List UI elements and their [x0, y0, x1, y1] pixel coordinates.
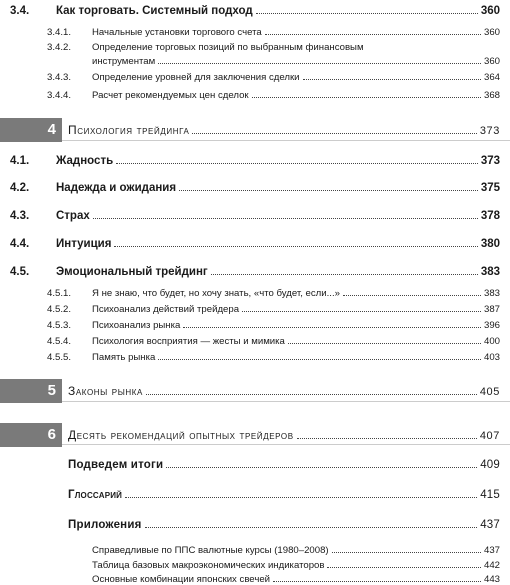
section-title: Психоанализ действий трейдера [92, 304, 240, 315]
leader-dots [116, 162, 478, 164]
leader-dots [256, 12, 478, 14]
leader-dots [146, 393, 477, 395]
leader-dots [303, 78, 481, 80]
toc-entry-4-5[interactable] [10, 266, 500, 278]
page-number: 400 [483, 336, 500, 347]
page-number: 383 [480, 266, 500, 278]
page-number: 360 [480, 5, 500, 17]
section-title: Страх [56, 210, 90, 222]
toc-entry-3-4[interactable] [10, 5, 500, 17]
section-title: Интуиция [56, 238, 112, 250]
section-title: Психоанализ рынка [92, 320, 181, 331]
section-title: Начальные установки торгового счета [92, 27, 262, 38]
toc-entry-4-5-1[interactable] [47, 288, 500, 299]
page-number: 396 [483, 320, 500, 331]
leader-dots [265, 33, 481, 35]
section-title: Таблица базовых макроэкономических индикаторов [92, 560, 325, 571]
chapter-number-box: 4 [0, 118, 62, 142]
toc-entry-appendices[interactable] [68, 519, 500, 531]
section-number: 4.2. [10, 182, 30, 194]
section-title: Справедливые по ППС валютные курсы (1980–2008) [92, 545, 329, 556]
leader-dots [93, 217, 478, 219]
toc-entry-3-4-4[interactable] [47, 90, 500, 101]
chapter-divider [0, 444, 510, 445]
section-number: 3.4.4. [47, 90, 72, 101]
chapter-title: Психология трейдинга [68, 123, 190, 137]
section-title: Надежда и ожидания [56, 182, 177, 194]
section-title: Как торговать. Системный подход [56, 5, 253, 17]
page-number: 387 [483, 304, 500, 315]
leader-dots [297, 437, 477, 439]
toc-entry-appendix-2[interactable] [92, 560, 500, 571]
section-title: Я не знаю, что будет, но хочу знать, «что будет, если...» [92, 288, 340, 299]
toc-entry-summary[interactable] [68, 459, 500, 471]
page-number: 407 [479, 430, 500, 442]
section-title: Эмоциональный трейдинг [56, 266, 208, 278]
page-number: 373 [480, 155, 500, 167]
leader-dots [332, 551, 481, 553]
section-number: 4.5.5. [47, 352, 72, 363]
page-number: 443 [483, 574, 500, 585]
leader-dots [183, 326, 481, 328]
section-title: Определение торговых позиций по выбранным финансовым [92, 42, 364, 53]
section-number: 3.4.1. [47, 27, 72, 38]
leader-dots [166, 466, 477, 468]
chapter-divider [0, 401, 510, 402]
leader-dots [158, 62, 481, 64]
leader-dots [242, 310, 481, 312]
page-number: 380 [480, 238, 500, 250]
toc-entry-appendix-1[interactable] [92, 545, 500, 556]
toc-entry-4-5-5[interactable] [47, 352, 500, 363]
section-title: Глоссарий [68, 489, 123, 501]
leader-dots [288, 342, 481, 344]
section-number: 4.1. [10, 155, 30, 167]
toc-entry-glossary[interactable] [68, 489, 500, 501]
section-number: 4.5.3. [47, 320, 72, 331]
toc-entry-4-1[interactable] [10, 155, 500, 167]
section-number: 4.4. [10, 238, 30, 250]
page-number: 360 [483, 27, 500, 38]
page-number: 409 [480, 459, 500, 471]
chapter-title: Законы рынка [68, 384, 143, 398]
page-number: 437 [483, 545, 500, 556]
page-number: 437 [480, 519, 500, 531]
page-number: 364 [483, 72, 500, 83]
leader-dots [114, 245, 477, 247]
page-number: 375 [480, 182, 500, 194]
section-number: 4.5.1. [47, 288, 72, 299]
toc-entry-3-4-2[interactable] [47, 42, 500, 53]
section-number: 3.4.2. [47, 42, 72, 53]
page-number: 383 [483, 288, 500, 299]
section-title: Подведем итоги [68, 459, 164, 471]
leader-dots [158, 358, 481, 360]
toc-entry-chapter-4[interactable] [68, 123, 500, 137]
leader-dots [192, 132, 476, 134]
page-number: 403 [483, 352, 500, 363]
toc-entry-3-4-1[interactable] [47, 27, 500, 38]
section-number: 4.5. [10, 266, 30, 278]
toc-entry-appendix-3[interactable] [92, 574, 500, 585]
section-title: Жадность [56, 155, 114, 167]
toc-entry-4-2[interactable] [10, 182, 500, 194]
section-title: Расчет рекомендуемых цен сделок [92, 90, 249, 101]
toc-entry-4-3[interactable] [10, 210, 500, 222]
toc-entry-3-4-2-cont[interactable] [92, 56, 500, 67]
toc-entry-4-5-2[interactable] [47, 304, 500, 315]
toc-entry-4-5-4[interactable] [47, 336, 500, 347]
leader-dots [125, 496, 477, 498]
toc-entry-chapter-6[interactable] [68, 428, 500, 442]
section-title: Определение уровней для заключения сделки [92, 72, 300, 83]
leader-dots [343, 294, 481, 296]
section-title: Память рынка [92, 352, 156, 363]
chapter-divider [0, 140, 510, 141]
section-number: 3.4.3. [47, 72, 72, 83]
section-title-continued: инструментам [92, 56, 156, 67]
toc-entry-chapter-5[interactable] [68, 384, 500, 398]
leader-dots [273, 580, 481, 582]
page-number: 415 [480, 489, 500, 501]
page-number: 368 [483, 90, 500, 101]
section-title: Основные комбинации японских свечей [92, 574, 271, 585]
leader-dots [252, 96, 481, 98]
chapter-number-box: 6 [0, 423, 62, 447]
leader-dots [327, 566, 481, 568]
section-number: 3.4. [10, 5, 30, 17]
toc-entry-4-4[interactable] [10, 238, 500, 250]
chapter-number-box: 5 [0, 379, 62, 403]
leader-dots [211, 273, 478, 275]
toc-entry-4-5-3[interactable] [47, 320, 500, 331]
page-number: 405 [479, 386, 500, 398]
section-number: 4.3. [10, 210, 30, 222]
leader-dots [179, 189, 478, 191]
leader-dots [145, 526, 478, 528]
section-title: Приложения [68, 519, 142, 531]
section-number: 4.5.4. [47, 336, 72, 347]
section-number: 4.5.2. [47, 304, 72, 315]
page-number: 373 [479, 125, 500, 137]
toc-entry-3-4-3[interactable] [47, 72, 500, 83]
chapter-title: Десять рекомендаций опытных трейдеров [68, 428, 294, 442]
page-number: 378 [480, 210, 500, 222]
page-number: 442 [483, 560, 500, 571]
section-title: Психология восприятия — жесты и мимика [92, 336, 285, 347]
page-number: 360 [483, 56, 500, 67]
